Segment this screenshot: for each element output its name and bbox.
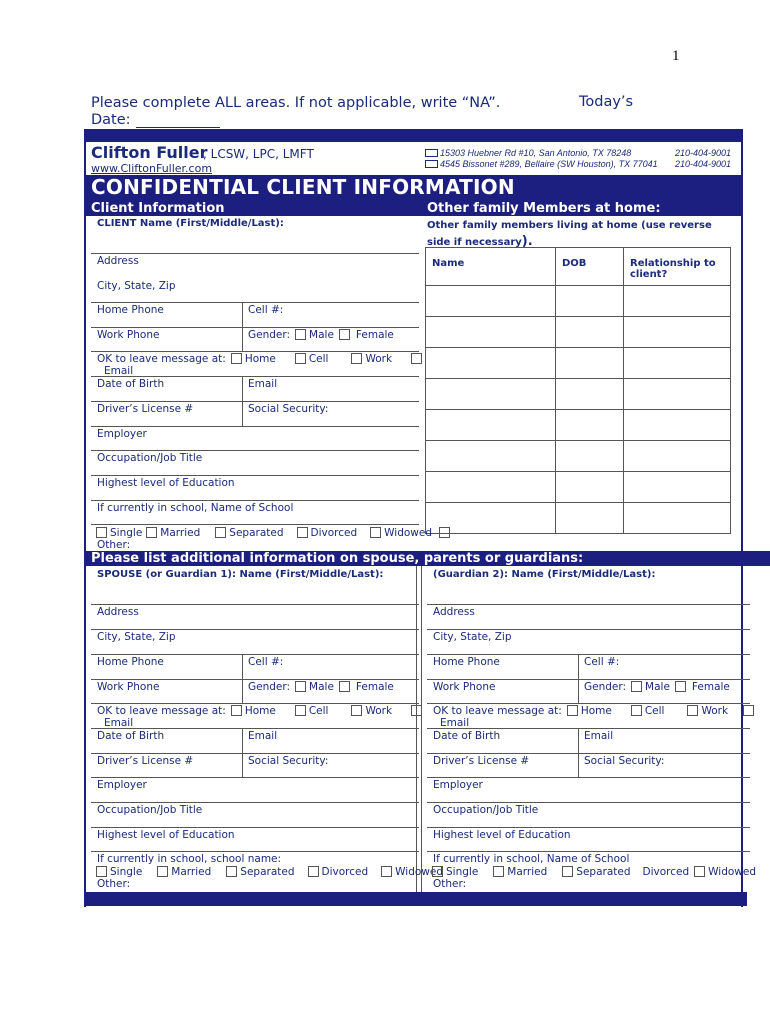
family-members-table [425, 247, 731, 534]
home-checkbox[interactable] [231, 353, 242, 364]
office-san-antonio[interactable]: 15303 Huebner Rd #10, San Antonio, TX 78248 [425, 148, 631, 158]
widowed-checkbox[interactable] [381, 866, 392, 877]
spouse-school-field[interactable]: If currently in school, school name: [97, 853, 282, 865]
spouse-marital-status: Single Married Separated Divorced Widowed [91, 866, 443, 878]
client-work-phone-field[interactable]: Work Phone [97, 329, 160, 341]
single-checkbox[interactable] [432, 866, 443, 877]
practice-credentials: , LCSW, LPC, LMFT [203, 147, 314, 161]
office-checkbox[interactable] [425, 160, 438, 168]
separated-checkbox[interactable] [215, 527, 226, 538]
work-checkbox[interactable] [351, 353, 362, 364]
email-option-label: Email [440, 717, 470, 729]
guardian2-ssn-field[interactable]: Social Security: [584, 755, 665, 767]
email-checkbox[interactable] [411, 705, 422, 716]
spouse-message-options: OK to leave message at: Home Cell Work [97, 705, 425, 717]
female-checkbox[interactable] [675, 681, 686, 692]
client-section-heading: Client Information [91, 201, 225, 216]
client-ssn-field[interactable]: Social Security: [248, 403, 329, 415]
married-checkbox[interactable] [146, 527, 157, 538]
table-row [426, 379, 731, 410]
top-bar [84, 129, 743, 142]
client-city-field[interactable]: City, State, Zip [97, 280, 176, 292]
guardian2-marital-status: Single Married Separated Divorced Widowed [427, 866, 756, 878]
form-title: CONFIDENTIAL CLIENT INFORMATION [91, 175, 515, 199]
email-option-label: Email [104, 717, 134, 729]
office-phone: 210-404-9001 [675, 159, 732, 169]
spouse-address-field[interactable]: Address [97, 606, 139, 618]
table-row [426, 410, 731, 441]
guardian2-address-field[interactable]: Address [433, 606, 475, 618]
additional-section-heading: Please list additional information on spouse, parents or guardians: [91, 551, 584, 566]
client-marital-status: Single Married Separated Divorced Widowed [91, 527, 453, 539]
client-occupation-field[interactable]: Occupation/Job Title [97, 452, 203, 464]
table-row [426, 441, 731, 472]
office-phone: 210-404-9001 [675, 148, 732, 158]
page-number: 1 [672, 48, 680, 64]
col-dob: DOB [556, 248, 624, 286]
family-section-heading: Other family Members at home: [427, 201, 661, 216]
male-checkbox[interactable] [295, 681, 306, 692]
guardian2-email-field[interactable]: Email [584, 730, 614, 742]
married-checkbox[interactable] [157, 866, 168, 877]
family-note: Other family members living at home (use reverse side if necessary). [427, 220, 712, 249]
guardian2-name-field[interactable]: (Guardian 2): Name (First/Middle/Last): [433, 569, 656, 580]
col-name: Name [426, 248, 556, 286]
office-houston[interactable]: 4545 Bissonet #289, Bellaire (SW Houston), TX 77041 [425, 159, 658, 169]
client-email-field[interactable]: Email [248, 378, 278, 390]
spouse-email-field[interactable]: Email [248, 730, 278, 742]
guardian2-education-field[interactable]: Highest level of Education [433, 829, 571, 841]
separated-checkbox[interactable] [226, 866, 237, 877]
date-input-line[interactable] [136, 127, 220, 128]
guardian2-gender-field: Gender: Male Female [584, 681, 730, 693]
home-checkbox[interactable] [231, 705, 242, 716]
guardian2-city-field[interactable]: City, State, Zip [433, 631, 512, 643]
spouse-gender-field: Gender: Male Female [248, 681, 394, 693]
male-checkbox[interactable] [631, 681, 642, 692]
table-row [426, 472, 731, 503]
spouse-employer-field[interactable]: Employer [97, 779, 147, 791]
client-dob-field[interactable]: Date of Birth [97, 378, 165, 390]
client-home-phone-field[interactable]: Home Phone [97, 304, 164, 316]
client-education-field[interactable]: Highest level of Education [97, 477, 235, 489]
spouse-other-field[interactable]: Other: [97, 878, 131, 890]
guardian2-work-phone-field[interactable]: Work Phone [433, 681, 496, 693]
client-message-options: OK to leave message at: Home Cell Work [97, 353, 425, 365]
married-checkbox[interactable] [493, 866, 504, 877]
spouse-dob-field[interactable]: Date of Birth [97, 730, 165, 742]
practice-name: Clifton Fuller [91, 143, 208, 162]
guardian2-dob-field[interactable]: Date of Birth [433, 730, 501, 742]
client-cell-field[interactable]: Cell #: [248, 304, 284, 316]
todays-label: Today’s [579, 94, 634, 110]
client-license-field[interactable]: Driver’s License # [97, 403, 194, 415]
female-checkbox[interactable] [339, 329, 350, 340]
cell-checkbox[interactable] [295, 705, 306, 716]
guardian2-other-field[interactable]: Other: [433, 878, 467, 890]
divorced-checkbox[interactable] [308, 866, 319, 877]
table-row [426, 503, 731, 534]
guardian2-cell-field[interactable]: Cell #: [584, 656, 620, 668]
guardian2-license-field[interactable]: Driver’s License # [433, 755, 530, 767]
divorced-checkbox[interactable] [297, 527, 308, 538]
client-gender-field: Gender: Male Female [248, 329, 394, 341]
client-employer-field[interactable]: Employer [97, 428, 147, 440]
client-name-field[interactable]: CLIENT Name (First/Middle/Last): [97, 218, 284, 229]
home-checkbox[interactable] [567, 705, 578, 716]
date-label: Date: [91, 112, 131, 128]
spouse-education-field[interactable]: Highest level of Education [97, 829, 235, 841]
guardian2-home-phone-field[interactable]: Home Phone [433, 656, 500, 668]
table-row [426, 317, 731, 348]
email-checkbox[interactable] [743, 705, 754, 716]
email-option-label: Email [104, 365, 134, 377]
practice-url[interactable]: www.CliftonFuller.com [91, 162, 213, 175]
spouse-occupation-field[interactable]: Occupation/Job Title [97, 804, 203, 816]
work-checkbox[interactable] [351, 705, 362, 716]
cell-checkbox[interactable] [631, 705, 642, 716]
client-school-field[interactable]: If currently in school, Name of School [97, 502, 294, 514]
spouse-ssn-field[interactable]: Social Security: [248, 755, 329, 767]
spouse-home-phone-field[interactable]: Home Phone [97, 656, 164, 668]
instructions-text: Please complete ALL areas. If not applicable, write “NA”. [91, 95, 501, 111]
spouse-city-field[interactable]: City, State, Zip [97, 631, 176, 643]
guardian2-message-options: OK to leave message at: Home Cell Work [433, 705, 757, 717]
widowed-checkbox[interactable] [370, 527, 381, 538]
table-row [426, 286, 731, 317]
email-checkbox[interactable] [411, 353, 422, 364]
col-relationship: Relationship to client? [624, 248, 731, 286]
other-checkbox[interactable] [439, 527, 450, 538]
male-checkbox[interactable] [295, 329, 306, 340]
guardian2-school-field[interactable]: If currently in school, Name of School [433, 853, 630, 865]
office-checkbox[interactable] [425, 149, 438, 157]
spouse-name-field[interactable]: SPOUSE (or Guardian 1): Name (First/Middle/Last): [97, 569, 384, 580]
guardian2-occupation-field[interactable]: Occupation/Job Title [433, 804, 539, 816]
cell-checkbox[interactable] [295, 353, 306, 364]
female-checkbox[interactable] [339, 681, 350, 692]
spouse-cell-field[interactable]: Cell #: [248, 656, 284, 668]
client-other-field[interactable]: Other: [97, 539, 131, 551]
spouse-work-phone-field[interactable]: Work Phone [97, 681, 160, 693]
work-checkbox[interactable] [687, 705, 698, 716]
bottom-bar [84, 892, 747, 906]
client-address-field[interactable]: Address [97, 255, 139, 267]
separated-checkbox[interactable] [562, 866, 573, 877]
single-checkbox[interactable] [96, 527, 107, 538]
single-checkbox[interactable] [96, 866, 107, 877]
spouse-license-field[interactable]: Driver’s License # [97, 755, 194, 767]
guardian2-employer-field[interactable]: Employer [433, 779, 483, 791]
widowed-checkbox[interactable] [694, 866, 705, 877]
table-row [426, 348, 731, 379]
